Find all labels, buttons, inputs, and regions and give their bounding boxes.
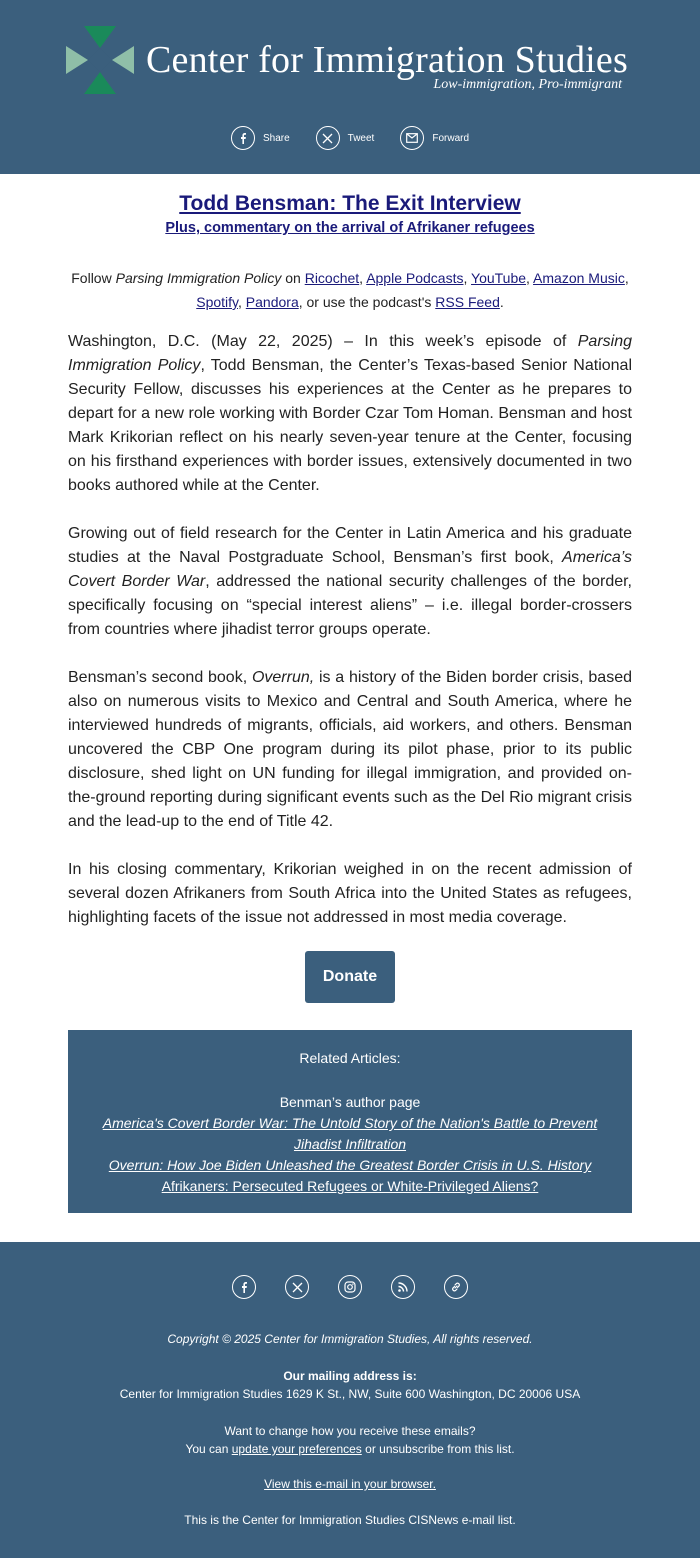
paragraph-3	[68, 666, 632, 834]
share-tweet-label: Tweet	[347, 132, 375, 144]
preferences-line	[0, 1440, 700, 1458]
unsubscribe-text: or unsubscribe from this list.	[361, 1442, 515, 1456]
p3-italic: Overrun,	[251, 669, 315, 686]
view-in-browser-link[interactable]: View this e-mail in your browser.	[264, 1477, 436, 1491]
apple-podcasts-link[interactable]: Apple Podcasts	[366, 270, 464, 286]
rss-icon[interactable]	[391, 1275, 415, 1299]
rss-feed-link[interactable]: RSS Feed	[435, 294, 500, 310]
related-link-covert-border-war[interactable]: America's Covert Border War: The Untold Story of the Nation's Battle to Prevent Jihadist Infiltration	[102, 1115, 598, 1152]
follow-end: .	[499, 294, 504, 310]
pandora-link[interactable]: Pandora	[245, 294, 299, 310]
follow-prefix: Follow	[71, 270, 116, 286]
mailing-address: Center for Immigration Studies 1629 K St., NW, Suite 600 Washington, DC 20006 USA	[119, 1387, 581, 1401]
email-body	[0, 174, 700, 1242]
view-in-browser-line	[0, 1475, 700, 1493]
related-articles-list	[98, 1092, 602, 1197]
link-icon[interactable]	[444, 1275, 468, 1299]
share-forward-label: Forward	[432, 132, 470, 144]
p2-text-b: , addressed the national security challenges of the border, specifically focusing on “special interest aliens” – i.e. illegal border-crossers from countries where jihadist terror groups operate.	[68, 573, 633, 638]
donate-button[interactable]: Donate	[305, 951, 395, 1003]
facebook-icon	[231, 126, 255, 150]
update-preferences-link[interactable]: update your preferences	[231, 1442, 362, 1456]
youtube-link[interactable]: YouTube	[471, 270, 527, 286]
copyright-text: Copyright © 2025 Center for Immigration Studies, All rights reserved.	[167, 1332, 533, 1346]
instagram-icon[interactable]	[338, 1275, 362, 1299]
podcast-name: Parsing Immigration Policy	[115, 270, 282, 286]
p2-italic: America’s Covert Border War	[68, 549, 632, 590]
p2-text-a: Growing out of field research for the Center in Latin America and his graduate studies at the Naval Postgraduate School, Bensman’s first book,	[68, 525, 632, 566]
article-title-link[interactable]: Todd Bensman: The Exit Interview	[179, 192, 521, 215]
p1-italic: Parsing Immigration Policy	[68, 333, 632, 374]
related-link-afrikaners[interactable]: Afrikaners: Persecuted Refugees or White-Privileged Aliens?	[161, 1178, 539, 1194]
change-question: Want to change how you receive these emails?	[224, 1424, 476, 1438]
email-footer	[0, 1242, 700, 1558]
amazon-music-link[interactable]: Amazon Music	[533, 270, 625, 286]
article-subtitle-link[interactable]: Plus, commentary on the arrival of Afrikaner refugees	[165, 220, 535, 236]
ricochet-link[interactable]: Ricochet	[304, 270, 360, 286]
paragraph-1	[68, 330, 632, 498]
org-name: Center for Immigration Studies	[146, 39, 628, 81]
related-articles-heading: Related Articles:	[299, 1050, 401, 1066]
social-links	[0, 1275, 700, 1299]
mailing-label: Our mailing address is:	[283, 1369, 417, 1383]
related-link-overrun[interactable]: Overrun: How Joe Biden Unleashed the Greatest Border Crisis in U.S. History	[108, 1157, 592, 1173]
email-icon	[400, 126, 424, 150]
spotify-link[interactable]: Spotify	[196, 294, 239, 310]
paragraph-4: In his closing commentary, Krikorian weighed in on the recent admission of several dozen Afrikaners from South Africa into the United States as refugees, highlighting facets of the issue not addressed in most media coverage.	[68, 861, 632, 926]
related-link-author-page[interactable]: Benman’s author page	[279, 1094, 421, 1110]
follow-on: on	[281, 270, 305, 286]
preferences-block	[0, 1422, 700, 1458]
mailing-address-block	[0, 1367, 700, 1403]
share-bar	[0, 126, 700, 150]
p3-text-a: Bensman’s second book,	[68, 669, 252, 686]
share-forward-button[interactable]	[400, 126, 469, 150]
podcast-follow-line: Follow Parsing Immigration Policy on Ricochet, Apple Podcasts, YouTube, Amazon Music, Spotify, Pandora, or use the podcast's RSS Feed.	[71, 270, 629, 310]
email-header	[0, 0, 700, 174]
you-can-text: You can	[185, 1442, 232, 1456]
p3-text-b: is a history of the Biden border crisis, based also on numerous visits to Mexico and Central and South America, where he interviewed hundreds of migrants, officials, aid workers, and others. Bensman uncovered the CBP One program during its pilot phase, prior to its public disclosure, shed light on UN funding for illegal immigration, and provided on-the-ground reporting during significant events such as the Del Rio migrant crisis and the lead-up to the end of Title 42.	[68, 669, 632, 830]
share-facebook-button[interactable]	[231, 126, 290, 150]
list-note: This is the Center for Immigration Studies CISNews e-mail list.	[184, 1513, 516, 1527]
tagline: Low-immigration, Pro-immigrant	[433, 77, 622, 92]
share-tweet-button[interactable]	[316, 126, 375, 150]
x-icon[interactable]	[285, 1275, 309, 1299]
related-articles-box	[68, 1030, 632, 1213]
x-icon	[316, 126, 340, 150]
share-facebook-label: Share	[262, 132, 290, 144]
cis-logo-icon	[66, 26, 134, 94]
follow-or: , or use the podcast's	[298, 294, 436, 310]
p1-text-a: Washington, D.C. (May 22, 2025) – In this week’s episode of	[68, 333, 578, 350]
p1-text-b: , Todd Bensman, the Center’s Texas-based Senior National Security Fellow, discusses his experiences at the Center as he prepares to depart for a new role working with Border Czar Tom Homan. Bensman and host Mark Krikorian reflect on his nearly seven-year tenure at the Center, focusing on his firsthand experiences with border issues, extensively documented in two books authored while at the Center.	[68, 357, 633, 494]
facebook-icon[interactable]	[232, 1275, 256, 1299]
paragraph-2	[68, 522, 632, 642]
